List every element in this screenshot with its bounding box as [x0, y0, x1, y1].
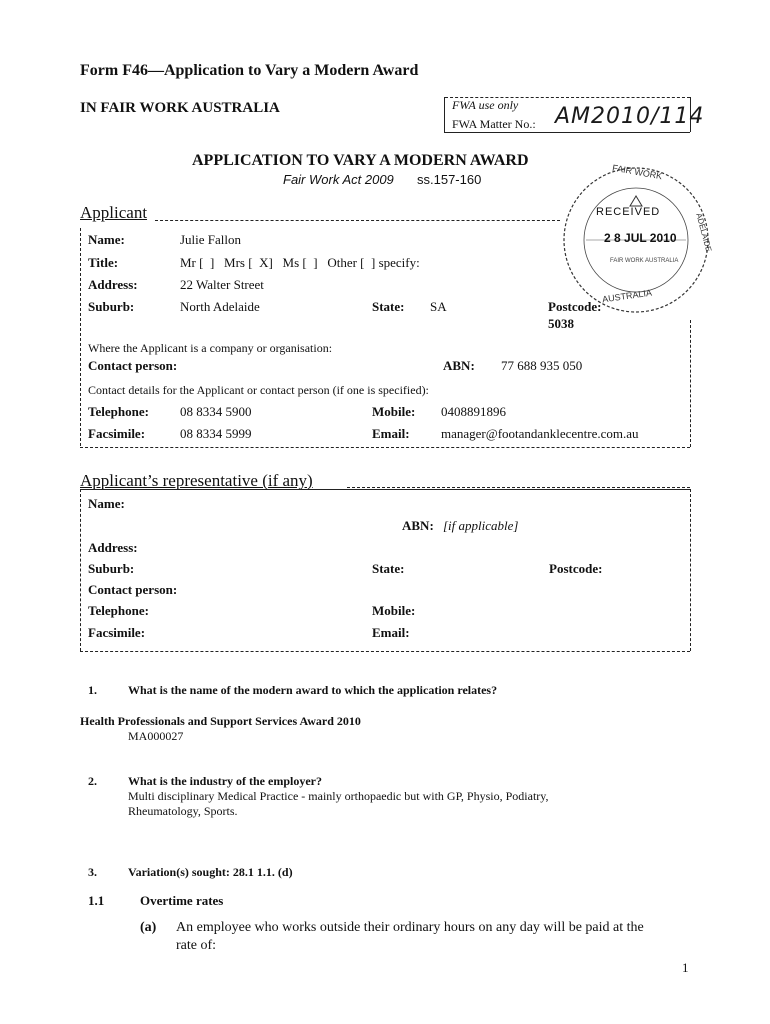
q1-number: 1.: [88, 683, 97, 697]
q3-text: Variation(s) sought: 28.1 1.1. (d): [128, 865, 293, 879]
page-number: 1: [682, 960, 689, 975]
rep-abn-label: ABN:: [402, 518, 434, 533]
rep-facsimile-label: Facsimile:: [88, 625, 146, 640]
q2-answer-line1: Multi disciplinary Medical Practice - mainly orthopaedic but with GP, Physio, Podiatry,: [128, 789, 549, 803]
q2-answer-line2: Rheumatology, Sports.: [128, 804, 238, 818]
applicant-postcode-value[interactable]: 5038: [548, 316, 574, 331]
clause-heading: Overtime rates: [140, 893, 224, 908]
applicant-name-value[interactable]: Julie Fallon: [180, 232, 242, 247]
act-reference: Fair Work Act 2009: [283, 172, 394, 187]
clause-item-line2: rate of:: [176, 938, 217, 953]
stamp-received: RECEIVED: [596, 206, 661, 218]
applicant-contact-label: Contact person:: [88, 358, 178, 373]
act-sections: ss.157-160: [417, 172, 482, 187]
clause-item-marker: (a): [140, 920, 157, 935]
rep-address-label: Address:: [88, 540, 138, 555]
applicant-abn-label: ABN:: [443, 358, 475, 373]
applicant-state-label: State:: [372, 299, 405, 314]
q2-question: What is the industry of the employer?: [128, 774, 322, 788]
applicant-facsimile-value[interactable]: 08 8334 5999: [180, 426, 252, 441]
q1-question: What is the name of the modern award to which the application relates?: [128, 683, 498, 697]
stamp-bottom-text: AUSTRALIA: [601, 287, 653, 305]
applicant-title-label: Title:: [88, 255, 119, 270]
court-heading: IN FAIR WORK AUSTRALIA: [80, 100, 280, 116]
rep-name-label: Name:: [88, 496, 125, 511]
applicant-state-value[interactable]: SA: [430, 299, 447, 314]
applicant-telephone-value[interactable]: 08 8334 5900: [180, 404, 252, 419]
company-note: Where the Applicant is a company or organisation:: [88, 341, 333, 355]
stamp-small-text: FAIR WORK AUSTRALIA: [610, 258, 679, 264]
applicant-telephone-label: Telephone:: [88, 404, 149, 419]
q1-answer-code: MA000027: [128, 729, 184, 743]
form-title: Form F46—Application to Vary a Modern Award: [80, 62, 419, 79]
applicant-suburb-label: Suburb:: [88, 299, 135, 314]
applicant-address-value[interactable]: 22 Walter Street: [180, 277, 264, 292]
stamp-date: 2 8 JUL 2010: [604, 231, 677, 245]
applicant-abn-value[interactable]: 77 688 935 050: [501, 358, 583, 373]
stamp-side-text: ADELAIDE: [694, 212, 714, 253]
contact-details-note: Contact details for the Applicant or contact person (if one is specified):: [88, 383, 429, 397]
applicant-title-value[interactable]: Mr [ ] Mrs [ X] Ms [ ] Other [ ] specify:: [180, 255, 420, 270]
rep-email-label: Email:: [372, 625, 410, 640]
applicant-mobile-value[interactable]: 0408891896: [441, 404, 506, 419]
main-heading: APPLICATION TO VARY A MODERN AWARD: [192, 152, 529, 169]
stamp-top-text: FAIR WORK: [611, 162, 664, 182]
clause-number: 1.1: [88, 893, 105, 908]
rep-suburb-label: Suburb:: [88, 561, 135, 576]
rep-mobile-label: Mobile:: [372, 603, 416, 618]
rep-state-label: State:: [372, 561, 405, 576]
fwa-use-only-label: FWA use only: [452, 98, 519, 112]
applicant-email-label: Email:: [372, 426, 410, 441]
applicant-heading: Applicant: [80, 203, 148, 222]
applicant-email-value[interactable]: manager@footandanklecentre.com.au: [441, 426, 639, 441]
representative-heading: Applicant’s representative (if any): [80, 471, 313, 490]
applicant-address-label: Address:: [88, 277, 138, 292]
q1-answer-title: Health Professionals and Support Services Award 2010: [80, 714, 361, 728]
fwa-matter-handwritten: AM2010/114: [555, 104, 705, 129]
q3-number: 3.: [88, 865, 97, 879]
rep-abn-hint: [if applicable]: [443, 518, 519, 533]
rep-contact-label: Contact person:: [88, 582, 178, 597]
applicant-facsimile-label: Facsimile:: [88, 426, 146, 441]
rep-postcode-label: Postcode:: [549, 561, 603, 576]
fwa-matter-label: FWA Matter No.:: [452, 117, 536, 131]
applicant-name-label: Name:: [88, 232, 125, 247]
applicant-postcode-label: Postcode:: [548, 299, 602, 314]
applicant-suburb-value[interactable]: North Adelaide: [180, 299, 260, 314]
q2-number: 2.: [88, 774, 97, 788]
applicant-mobile-label: Mobile:: [372, 404, 416, 419]
clause-item-line1: An employee who works outside their ordinary hours on any day will be paid at the: [176, 920, 644, 935]
rep-telephone-label: Telephone:: [88, 603, 149, 618]
